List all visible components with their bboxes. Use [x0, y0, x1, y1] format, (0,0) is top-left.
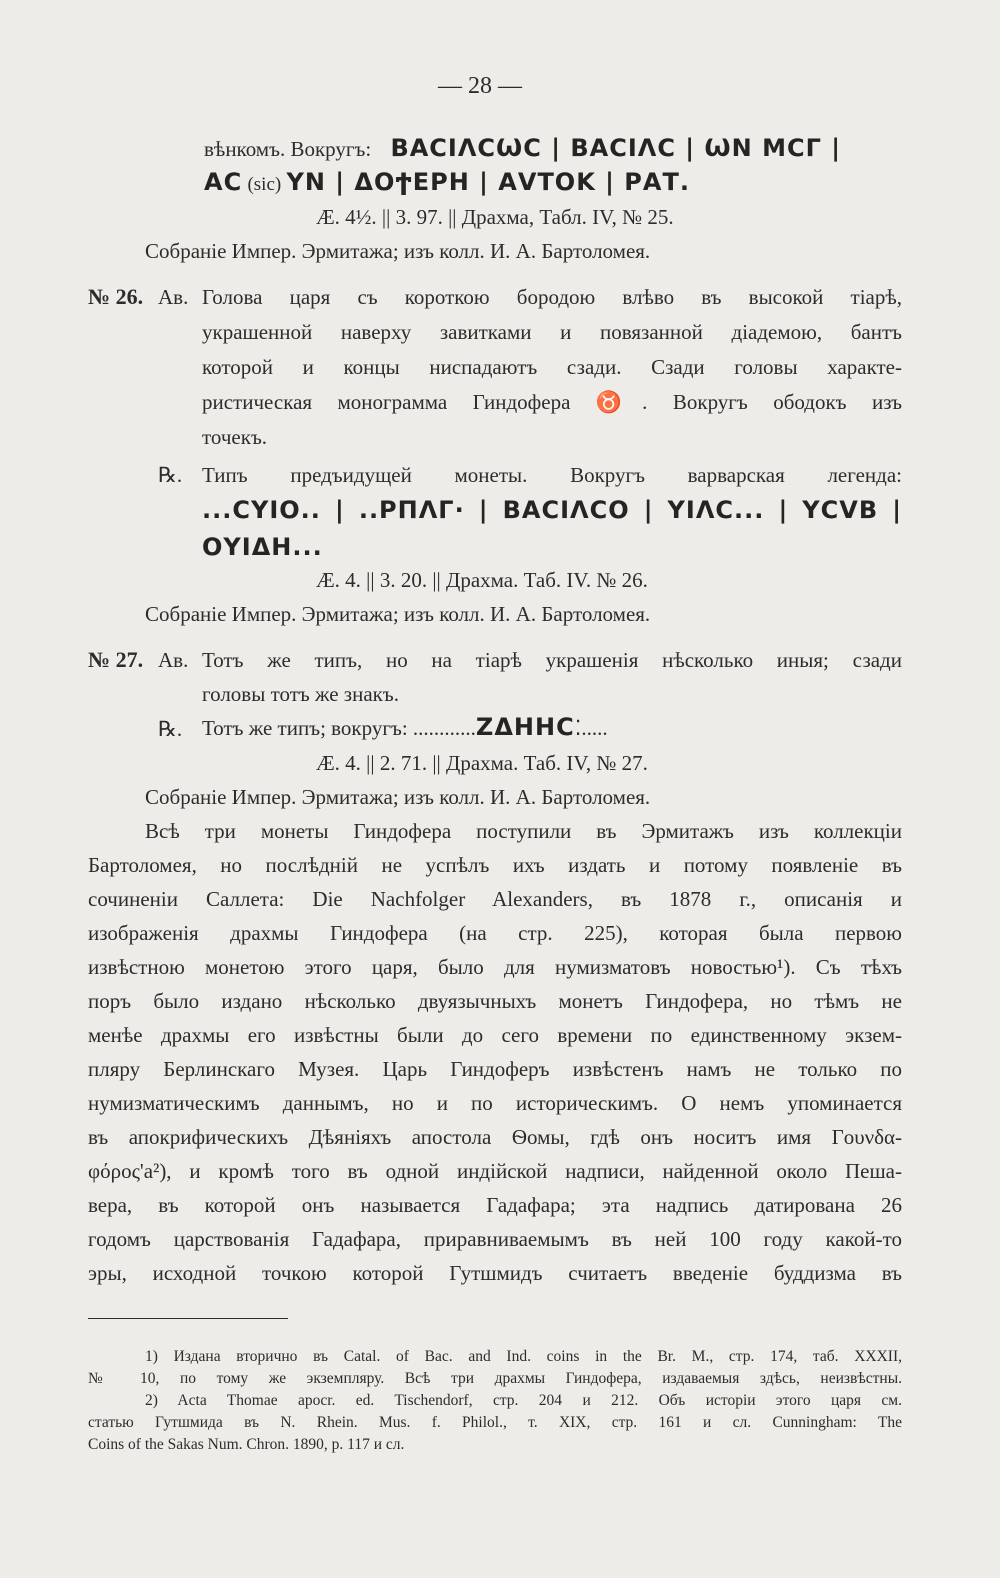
body-line: изображенія драхмы Гиндофера (на стр. 225), которая была первою: [88, 921, 902, 945]
body-line: φόρος'а²), и кромѣ того въ одной индійской надписи, найденной около Пеша-: [88, 1159, 902, 1183]
footnote-line: № 10, по тому же экземпляру. Всѣ три драхмы Гиндофера, издаваемыя здѣсь, неизвѣстны.: [88, 1370, 902, 1387]
entry26-metrics: Æ. 4. || 3. 20. || Драхма. Таб. IV. № 26.: [316, 568, 648, 592]
body-line: извѣстною монетою этого царя, было для нумизматовъ новостью¹). Съ тѣхъ: [88, 955, 902, 979]
body-line: нумизматическимъ даннымъ, но и по историческимъ. О немъ упоминается: [88, 1091, 902, 1115]
entry26-legend-line: ΟΥΙΔΗ...: [202, 533, 323, 561]
footnote-line: 1) Издана вторично въ Catal. of Bac. and Ind. coins in the Br. M., стр. 174, таб. XXXII,: [145, 1348, 902, 1365]
entry26-obverse-line: которой и концы ниспадаютъ сзади. Сзади головы характе-: [202, 355, 902, 379]
entry25-text: вѣнкомъ. Вокругъ:: [204, 137, 372, 161]
entry27-obverse-label: Ав.: [158, 648, 189, 672]
entry25-collection: Собраніе Импер. Эрмитажа; изъ колл. И. А. Бартоломея.: [145, 239, 651, 263]
body-line: поръ было издано нѣсколько двуязычныхъ монетъ Гиндофера, но тѣмъ не: [88, 989, 902, 1013]
body-line: менѣе драхмы его извѣстны были до сего времени по единственному экзем-: [88, 1023, 902, 1047]
footnote-line: 2) Acta Thomae apocr. ed. Tischendorf, стр. 204 и 212. Объ исторіи этого царя см.: [145, 1392, 902, 1409]
entry27-number: № 27.: [88, 647, 144, 672]
entry26-obverse-line: украшенной наверху завитками и повязанной діадемою, бантъ: [202, 320, 902, 344]
body-line: Бартоломея, но послѣдній не успѣлъ ихъ издать и потому появленіе въ: [88, 853, 902, 877]
page-number: — 28 —: [438, 73, 522, 99]
body-line: пляру Берлинскаго Музея. Царь Гиндоферъ извѣстенъ намъ не только по: [88, 1057, 902, 1081]
entry26-number: № 26.: [88, 284, 144, 309]
body-line: въ апокрифическихъ Дѣяніяхъ апостола Ѳомы, гдѣ онъ носитъ имя Γουνδα-: [88, 1125, 902, 1149]
entry25-legend: ΒΑϹΙΛϹѠϹ | ΒΑϹΙΛϹ | ѠΝ ΜϹΓ |: [390, 134, 842, 162]
footnote-line: статью Гутшмида въ N. Rhein. Mus. f. Philol., т. XIX, стр. 161 и сл. Cunningham: The: [88, 1414, 902, 1431]
entry25-metrics: Æ. 4½. || 3. 97. || Драхма, Табл. IV, № 25.: [316, 205, 674, 229]
entry27-reverse-line: [202, 713, 608, 742]
entry27-reverse-tail: ⁚.....: [574, 716, 608, 740]
entry26-obverse-line: Голова царя съ короткою бородою влѣво въ высокой тіарѣ,: [202, 285, 902, 309]
body-line: годомъ царствованія Гадафара, приравниваемымъ въ ней 100 году какой-то: [88, 1227, 902, 1251]
entry25-legend-b: ΥΝ | ΔΟϮΕΡΗ | ΑVΤΟΚ | ΡΑΤ.: [286, 168, 690, 196]
entry25-line1: [204, 134, 904, 163]
entry27-reverse-text: Тотъ же типъ; вокругъ: ............: [202, 716, 476, 740]
body-line: сочиненіи Саллета: Die Nachfolger Alexanders, въ 1878 г., описанія и: [88, 887, 902, 911]
sic-note: (sic): [247, 174, 282, 195]
body-line: эры, исходной точкою которой Гутшмидъ считаетъ введеніе буддизма въ: [88, 1261, 902, 1285]
entry26-obverse-line: ристическая монограмма Гиндофера ♉. Вокругъ ободокъ изъ: [202, 390, 902, 414]
entry25-line2: [204, 168, 690, 199]
body-line: Всѣ три монеты Гиндофера поступили въ Эрмитажъ изъ коллекціи: [145, 819, 902, 843]
entry26-reverse-label: ℞.: [158, 463, 183, 487]
entry27-collection: Собраніе Импер. Эрмитажа; изъ колл. И. А. Бартоломея.: [145, 785, 651, 809]
footnote-line: Coins of the Sakas Num. Chron. 1890, p. 117 и сл.: [88, 1436, 405, 1453]
entry26-reverse-line: Типъ предъидущей монеты. Вокругъ варварская легенда:: [202, 463, 902, 487]
entry25-legend-a: ΑϹ: [204, 168, 243, 196]
entry26-obverse-label: Ав.: [158, 285, 189, 309]
footnote-separator: [88, 1318, 288, 1319]
entry27-metrics: Æ. 4. || 2. 71. || Драхма. Таб. IV, № 27.: [316, 751, 648, 775]
entry27-obverse-line: Тотъ же типъ, но на тіарѣ украшенія нѣсколько иныя; сзади: [202, 648, 902, 672]
entry27-obverse-line: головы тотъ же знакъ.: [202, 682, 399, 706]
entry26-collection: Собраніе Импер. Эрмитажа; изъ колл. И. А. Бартоломея.: [145, 602, 651, 626]
entry27-reverse-legend: ΖΔΗΗϹ: [475, 713, 575, 741]
entry26-obverse-line: точекъ.: [202, 425, 268, 449]
entry27-reverse-label: ℞.: [158, 717, 183, 741]
entry26-legend-line: ...ϹΥΙΟ.. | ..ΡΠΛΓ· | ΒΑϹΙΛϹΟ | ΥΙΛϹ... | ΥϹVΒ |: [202, 496, 902, 524]
body-line: вера, въ которой онъ называется Гадафара; эта надпись датирована 26: [88, 1193, 902, 1217]
